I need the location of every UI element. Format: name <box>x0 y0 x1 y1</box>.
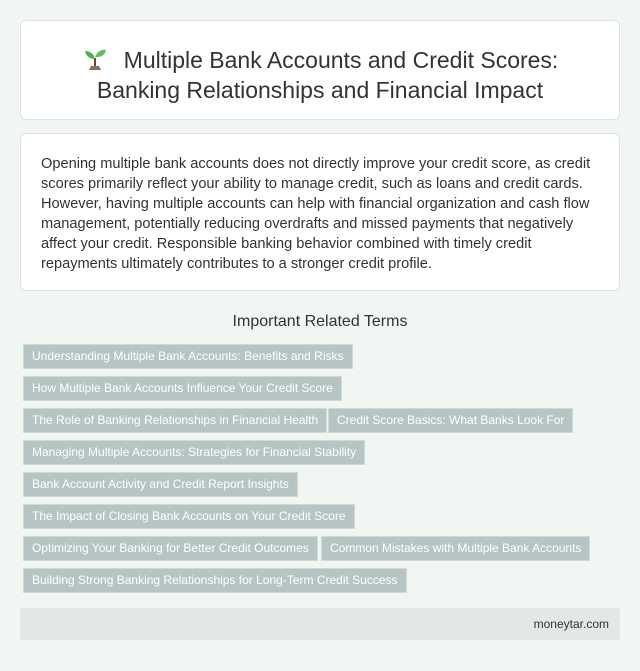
related-term-tag[interactable]: How Multiple Bank Accounts Influence Your Credit Score <box>23 376 342 401</box>
related-term-tag[interactable]: Optimizing Your Banking for Better Credit Outcomes <box>23 536 318 561</box>
related-term-tag[interactable]: Common Mistakes with Multiple Bank Accounts <box>321 536 590 561</box>
summary-card <box>20 133 620 291</box>
summary-text: Opening multiple bank accounts does not directly improve your credit score, as credit scores primarily reflect your ability to manage credit, such as loans and credit cards. However, having multiple accounts can help with financial organization and cash flow management, potentially reducing overdrafts and missed payments that negatively affect your credit. Responsible banking behavior combined with timely credit repayments ultimately contributes to a stronger credit profile. <box>41 156 591 272</box>
related-term-tag[interactable]: Bank Account Activity and Credit Report Insights <box>23 472 298 497</box>
title-card <box>20 20 620 120</box>
title-line-1: Multiple Bank Accounts and Credit Scores: <box>123 47 559 73</box>
title-line-2: Banking Relationships and Financial Impact <box>96 77 544 103</box>
footer-site-link[interactable]: moneytar.com <box>533 617 609 631</box>
related-term-tag[interactable]: The Role of Banking Relationships in Financial Health <box>23 408 327 433</box>
related-term-tag[interactable]: Building Strong Banking Relationships for Long-Term Credit Success <box>23 568 407 593</box>
sprout-icon <box>82 47 108 71</box>
related-term-tag[interactable]: Understanding Multiple Bank Accounts: Benefits and Risks <box>23 344 353 369</box>
page-title <box>21 45 619 105</box>
related-term-tag[interactable]: Credit Score Basics: What Banks Look For <box>328 408 573 433</box>
related-term-tag[interactable]: The Impact of Closing Bank Accounts on Your Credit Score <box>23 504 355 529</box>
footer <box>20 608 620 640</box>
related-terms-heading: Important Related Terms <box>232 313 408 330</box>
related-term-tag[interactable]: Managing Multiple Accounts: Strategies for Financial Stability <box>23 440 365 465</box>
